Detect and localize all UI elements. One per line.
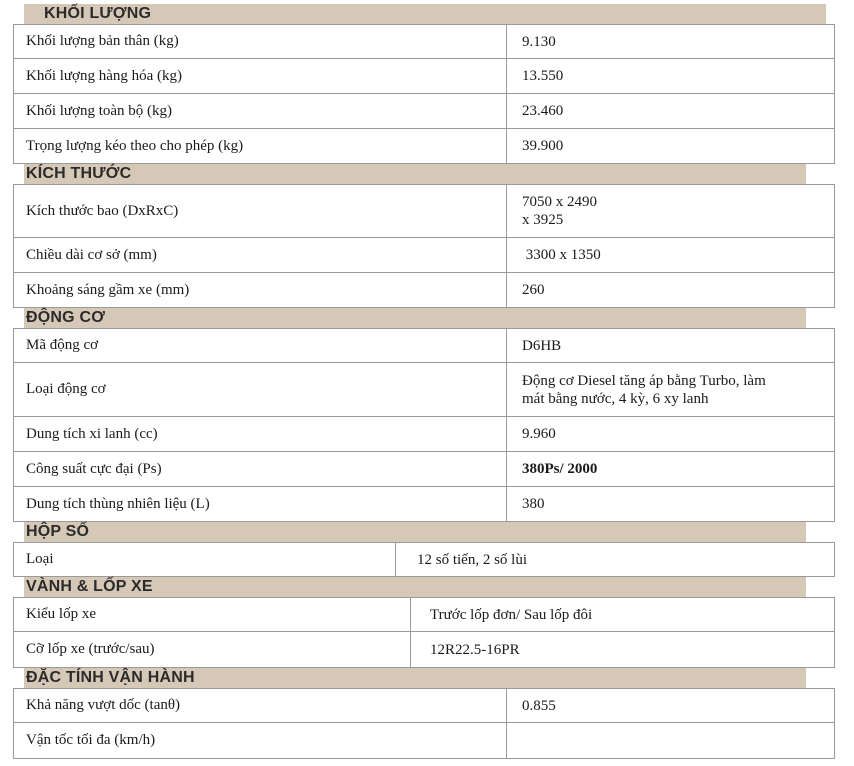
row-value-line: 7050 x 2490 xyxy=(522,194,597,210)
row-label: Khối lượng toàn bộ (kg) xyxy=(26,102,173,119)
row-label: Trọng lượng kéo theo cho phép (kg) xyxy=(26,137,244,154)
row-value: 3300 x 1350 xyxy=(506,238,834,272)
row-label: Chiều dài cơ sở (mm) xyxy=(26,246,157,263)
row-label: Cỡ lốp xe (trước/sau) xyxy=(26,641,155,657)
table-row xyxy=(13,24,835,59)
section-title: HỘP SỐ xyxy=(26,523,90,540)
row-value: 39.900 xyxy=(506,129,834,163)
row-value: 260 xyxy=(506,273,834,307)
row-value xyxy=(506,363,834,416)
section-header-dong-co xyxy=(24,308,806,328)
row-label: Khoảng sáng gầm xe (mm) xyxy=(26,281,190,298)
table-row xyxy=(13,363,835,417)
row-value: 9.960 xyxy=(506,417,834,451)
table-row xyxy=(13,452,835,487)
row-label: Dung tích xi lanh (cc) xyxy=(26,425,158,442)
table-row xyxy=(13,487,835,522)
table-row xyxy=(13,273,835,308)
table-row xyxy=(13,688,835,723)
section-title: ĐỘNG CƠ xyxy=(26,309,106,326)
table-row xyxy=(13,417,835,452)
section-header-dac-tinh-van-hanh xyxy=(24,668,806,688)
section-header-kich-thuoc xyxy=(24,164,806,184)
row-label: Loại động cơ xyxy=(26,381,106,397)
section-title: KÍCH THƯỚC xyxy=(26,165,132,182)
row-value-line: x 3925 xyxy=(522,212,564,228)
row-label: Kích thước bao (DxRxC) xyxy=(26,202,179,219)
table-row xyxy=(13,723,835,759)
row-value: D6HB xyxy=(506,329,834,362)
row-label: Kiểu lốp xe xyxy=(26,606,96,622)
row-value: 9.130 xyxy=(506,25,834,58)
row-value: 23.460 xyxy=(506,94,834,128)
section-title: KHỐI LƯỢNG xyxy=(44,5,152,22)
row-label: Dung tích thùng nhiên liệu (L) xyxy=(26,495,210,512)
row-value-line: mát bằng nước, 4 kỳ, 6 xy lanh xyxy=(522,390,709,407)
section-header-khoi-luong xyxy=(24,4,826,24)
row-value: 13.550 xyxy=(506,59,834,93)
section-header-vanh-lop-xe xyxy=(24,577,806,597)
table-row xyxy=(13,184,835,238)
table-row xyxy=(13,632,835,668)
row-value: 380 xyxy=(506,487,834,521)
row-value-line: Động cơ Diesel tăng áp bằng Turbo, làm xyxy=(522,372,766,389)
row-value xyxy=(506,185,834,237)
table-row xyxy=(13,597,835,632)
table-row xyxy=(13,328,835,363)
row-value: Trước lốp đơn/ Sau lốp đôi xyxy=(410,598,834,631)
row-value xyxy=(506,723,834,758)
section-title: VÀNH & LỐP XE xyxy=(26,578,153,595)
row-value: 12R22.5-16PR xyxy=(410,632,834,667)
table-row xyxy=(13,129,835,164)
row-label: Vận tốc tối đa (km/h) xyxy=(26,732,156,748)
row-value: 0.855 xyxy=(506,689,834,722)
row-label: Mã động cơ xyxy=(26,337,99,353)
table-row xyxy=(13,59,835,94)
row-label: Khối lượng hàng hóa (kg) xyxy=(26,67,183,84)
row-label: Công suất cực đại (Ps) xyxy=(26,460,162,477)
row-label: Khối lượng bản thân (kg) xyxy=(26,33,179,49)
row-value: 12 số tiến, 2 số lùi xyxy=(395,543,834,576)
section-header-hop-so xyxy=(24,522,806,542)
table-row xyxy=(13,94,835,129)
row-value: 380Ps/ 2000 xyxy=(506,452,834,486)
row-label: Loại xyxy=(26,551,54,567)
row-label: Khả năng vượt dốc (tanθ) xyxy=(26,697,181,713)
section-title: ĐẶC TÍNH VẬN HÀNH xyxy=(26,669,195,686)
table-row xyxy=(13,238,835,273)
table-row xyxy=(13,542,835,577)
